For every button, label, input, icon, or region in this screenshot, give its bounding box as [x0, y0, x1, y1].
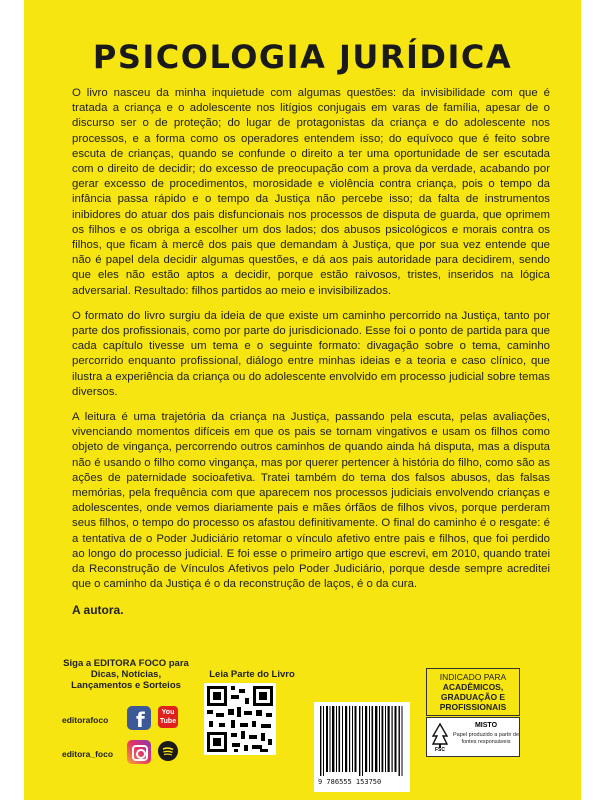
author-signature: A autora.: [72, 602, 124, 617]
facebook-letter: f: [136, 708, 145, 732]
facebook-icon[interactable]: [127, 706, 151, 730]
cover-footer: [24, 655, 581, 800]
isbn-barcode: [314, 702, 410, 792]
indicated-for-heading: INDICADO PARA: [439, 672, 507, 682]
follow-publisher-text: Siga a EDITORA FOCO para Dicas, Notícias, Lançamentos e Sorteios: [63, 658, 189, 691]
fsc-title: MISTO: [474, 722, 498, 729]
instagram-icon[interactable]: [127, 740, 151, 764]
instagram-lens-shape: [136, 749, 146, 759]
fsc-label: FSC: [435, 747, 445, 753]
youtube-icon[interactable]: [158, 706, 178, 728]
indicated-for-box: [426, 668, 520, 716]
synopsis-paragraph-1: O livro nasceu da minha inquietude com algumas questões: da invisibilidade com que é tratada a criança e o adolescente nos litígios conjugais em varas de família, apesar de o discurso ser o de proteção; do lugar de protagonistas da criança e do adolescente nos processos, e a forma como os operadores entendem isso; do equívoco que é feito sobre escuta de crianças, quando se confunde o direito a ter uma oportunidade de ser escutada com o direito de decidir; do excesso de preocupação com a prova da verdade, acabando por gerar excesso de procedimentos, morosidade e violência contra criança, pois o tempo da infância passa rápido e o tempo da Justiça não percebe isso; da falta de instrumentos inibidores do atuar dos pais disfuncionais nos processos de disputa de guarda, que oprimem os filhos e os obriga a escolher um dos lados; dos abusos psicológicos e morais contra os filhos, que ficam à mercê dos pais que demandam à Justiça, que por sua vez entende que não é papel dela decidir algumas questões, e dá aos pais autoridade para decidirem, sendo que eles não estão aptos a decidir, porque estão raivosos, tristes, inseridos na lógica adversarial. Resultado: filhos partidos ao meio e invisibilizados.: [72, 87, 550, 297]
barcode-number: 9 786555 153750: [318, 778, 382, 786]
social-handle-1: editorafoco: [62, 715, 109, 725]
synopsis-paragraph-3: A leitura é uma trajetória da criança na Justiça, passando pela escuta, pelas avaliações, vivenciando momentos difíceis em que os pais se tornam vingativos e usam os filhos como objeto de vingança, percorrendo outros caminhos de quando ainda há disputa, mas a disputa não é usando o filho como vingança, mas por querer pertencer à história do filho, como são as ações de paternidade socioafetiva. Tratei também do tema dos falsos abusos, das falsas memórias, pela frequência com que aparecem nos processos judiciais envolvendo crianças e adolescentes, onde vemos diariamente pais e mães órfãos de filhos vivos, porque perderam seus filhos, o tempo do processo os afastou definitivamente. O final do caminho é o resgate: é a tentativa de o Poder Judiciário retomar o vínculo afetivo entre pais e filhos, que foi perdido ao longo do processo judicial. E foi esse o primeiro artigo que escrevi, em 2010, quando tratei da Reconstrução de Vínculos Afetivos pelo Poder Judiciário, porque desde sempre acreditei que o caminho da Justiça é o da reconstrução de laços, é o da cura.: [72, 411, 550, 591]
social-handle-2: editora_foco: [62, 749, 114, 759]
synopsis-paragraph-2: O formato do livro surgiu da ideia de que existe um caminho percorrido na Justiça, tanto por parte dos profissionais, como por parte do jurisdicionado. Esse foi o ponto de partida para que cada capítulo tivesse um tema e o seguinte formato: divagação sobre o tema, caminho percorrido enquanto profissional, diálogo entre minhas ideias e a teoria e caso clínico, que ilustra a experiência da criança ou do adolescente envolvido em processo judicial sobre temas diversos.: [72, 309, 550, 398]
book-back-cover: [24, 0, 581, 800]
spotify-icon[interactable]: [158, 741, 178, 761]
indicated-for-audience: ACADÊMICOS, GRADUAÇÃO E PROFISSIONAIS: [439, 682, 507, 712]
qr-code-pattern: [204, 683, 276, 755]
youtube-icon-text: You Tube: [159, 709, 177, 725]
fsc-certification: [426, 717, 520, 757]
read-excerpt-label: Leia Parte do Livro: [209, 669, 295, 680]
book-title: PSICOLOGIA JURÍDICA: [92, 38, 513, 76]
synopsis: [72, 86, 550, 628]
spotify-waves: [158, 741, 178, 761]
qr-code[interactable]: [204, 683, 276, 755]
fsc-description: Papel produzido a partir de fontes responsáveis: [452, 732, 520, 745]
barcode-bars: [314, 702, 410, 776]
